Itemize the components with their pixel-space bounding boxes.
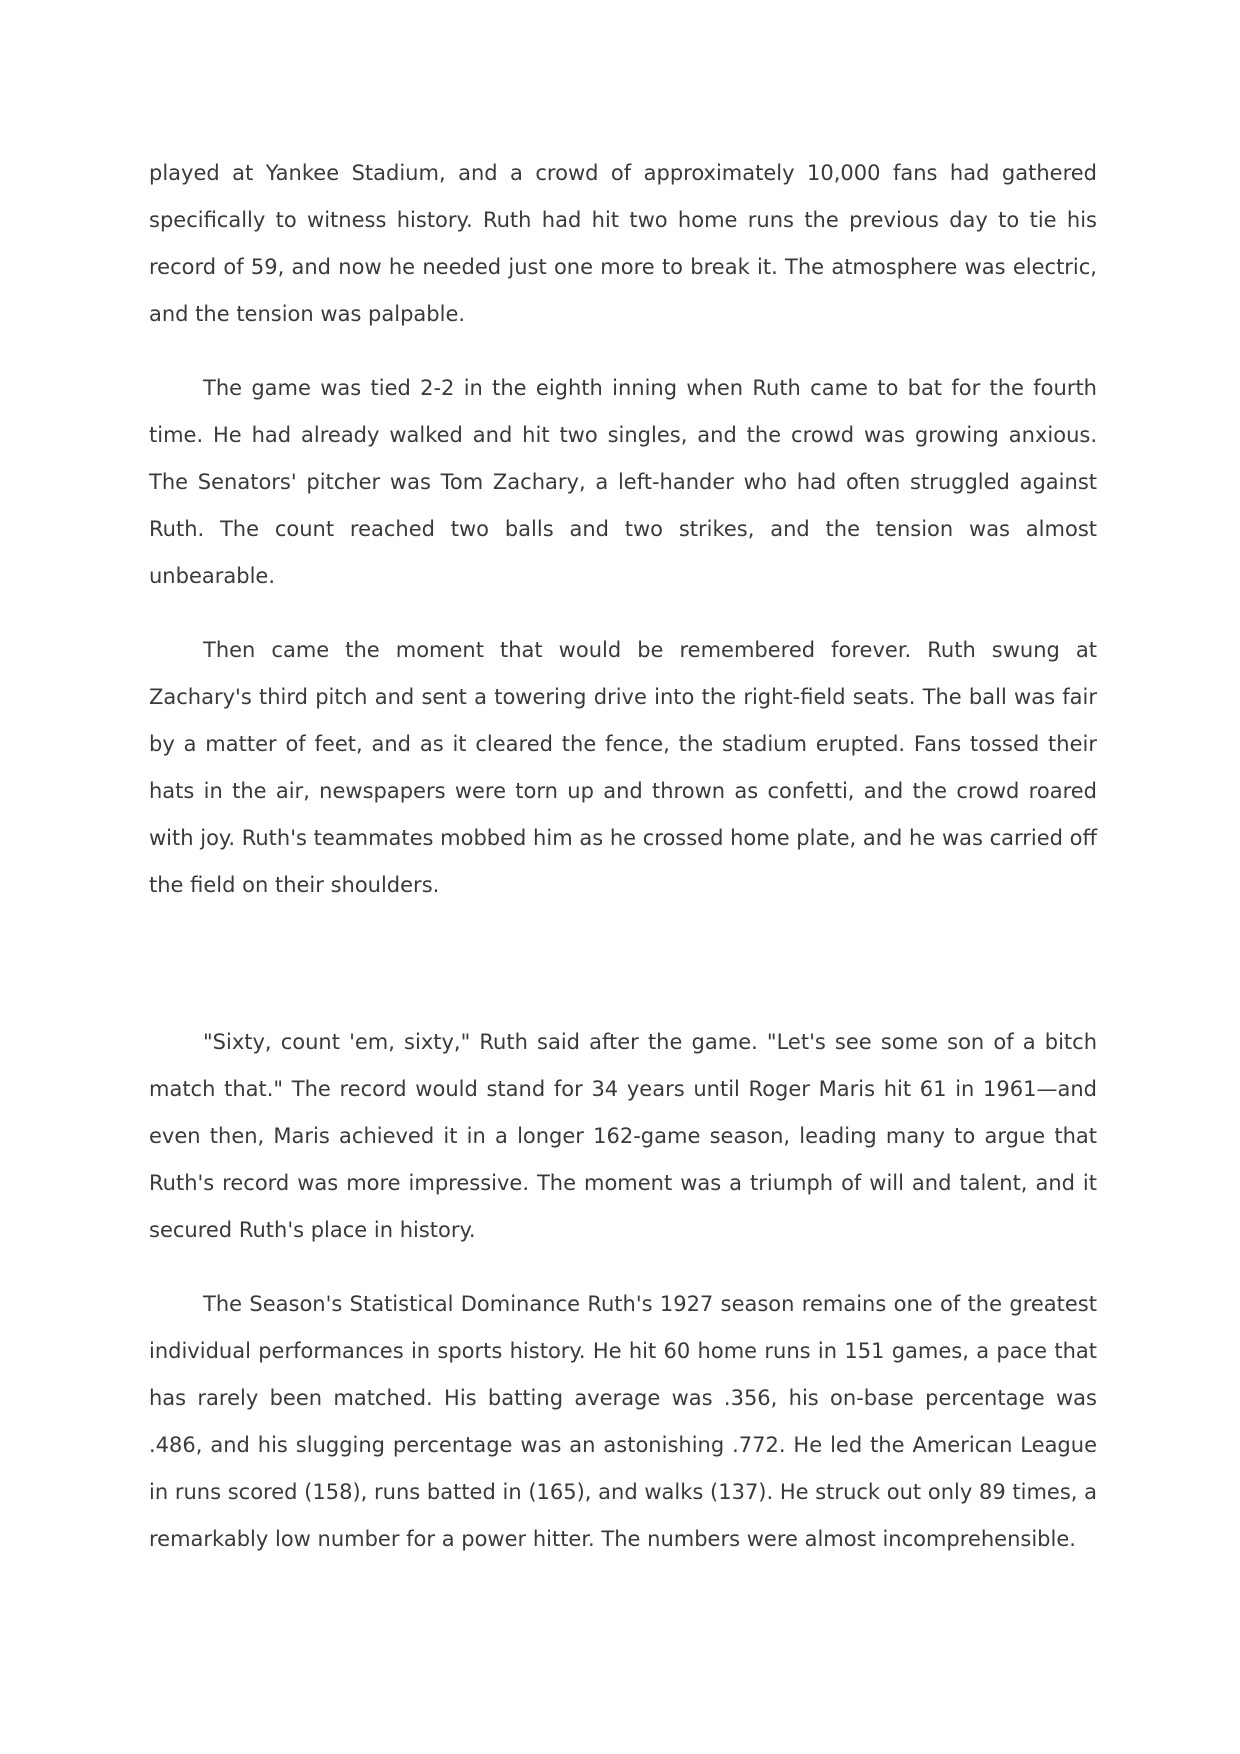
paragraph-statistical-dominance: The Season's Statistical Dominance Ruth's 1927 season remains one of the greatest individual performances in sports history. He hit 60 home runs in 151 games, a pace that has rarely been matched. His batting average was .356, his on-base percentage was .486, and his slugging percentage was an astonishing .772. He led the American League in runs scored (158), runs batted in (165), and walks (137). He struck out only 89 times, a remarkably low number for a power hitter. The numbers were almost incomprehensible. bbox=[149, 1292, 1097, 1551]
paragraph-continuation: played at Yankee Stadium, and a crowd of approximately 10,000 fans had gathered specifically to witness history. Ruth had hit two home runs the previous day to tie his record of 59, and now he needed just one more to break it. The atmosphere was electric, and the tension was palpable. bbox=[149, 161, 1097, 326]
paragraph-home-run-moment: Then came the moment that would be remembered forever. Ruth swung at Zachary's third pitch and sent a towering drive into the right-field seats. The ball was fair by a matter of feet, and as it cleared the fence, the stadium erupted. Fans tossed their hats in the air, newspapers were torn up and thrown as confetti, and the crowd roared with joy. Ruth's teammates mobbed him as he crossed home plate, and he was carried off the field on their shoulders. bbox=[149, 638, 1097, 897]
paragraph-ruth-quote: "Sixty, count 'em, sixty," Ruth said after the game. "Let's see some son of a bitch match that." The record would stand for 34 years until Roger Maris hit 61 in 1961—and even then, Maris achieved it in a longer 162-game season, leading many to argue that Ruth's record was more impressive. The moment was a triumph of will and talent, and it secured Ruth's place in history. bbox=[149, 1030, 1097, 1242]
body-text bbox=[149, 150, 1097, 1590]
paragraph-game-tied: The game was tied 2-2 in the eighth inning when Ruth came to bat for the fourth time. He had already walked and hit two singles, and the crowd was growing anxious. The Senators' pitcher was Tom Zachary, a left-hander who had often struggled against Ruth. The count reached two balls and two strikes, and the tension was almost unbearable. bbox=[149, 376, 1097, 588]
